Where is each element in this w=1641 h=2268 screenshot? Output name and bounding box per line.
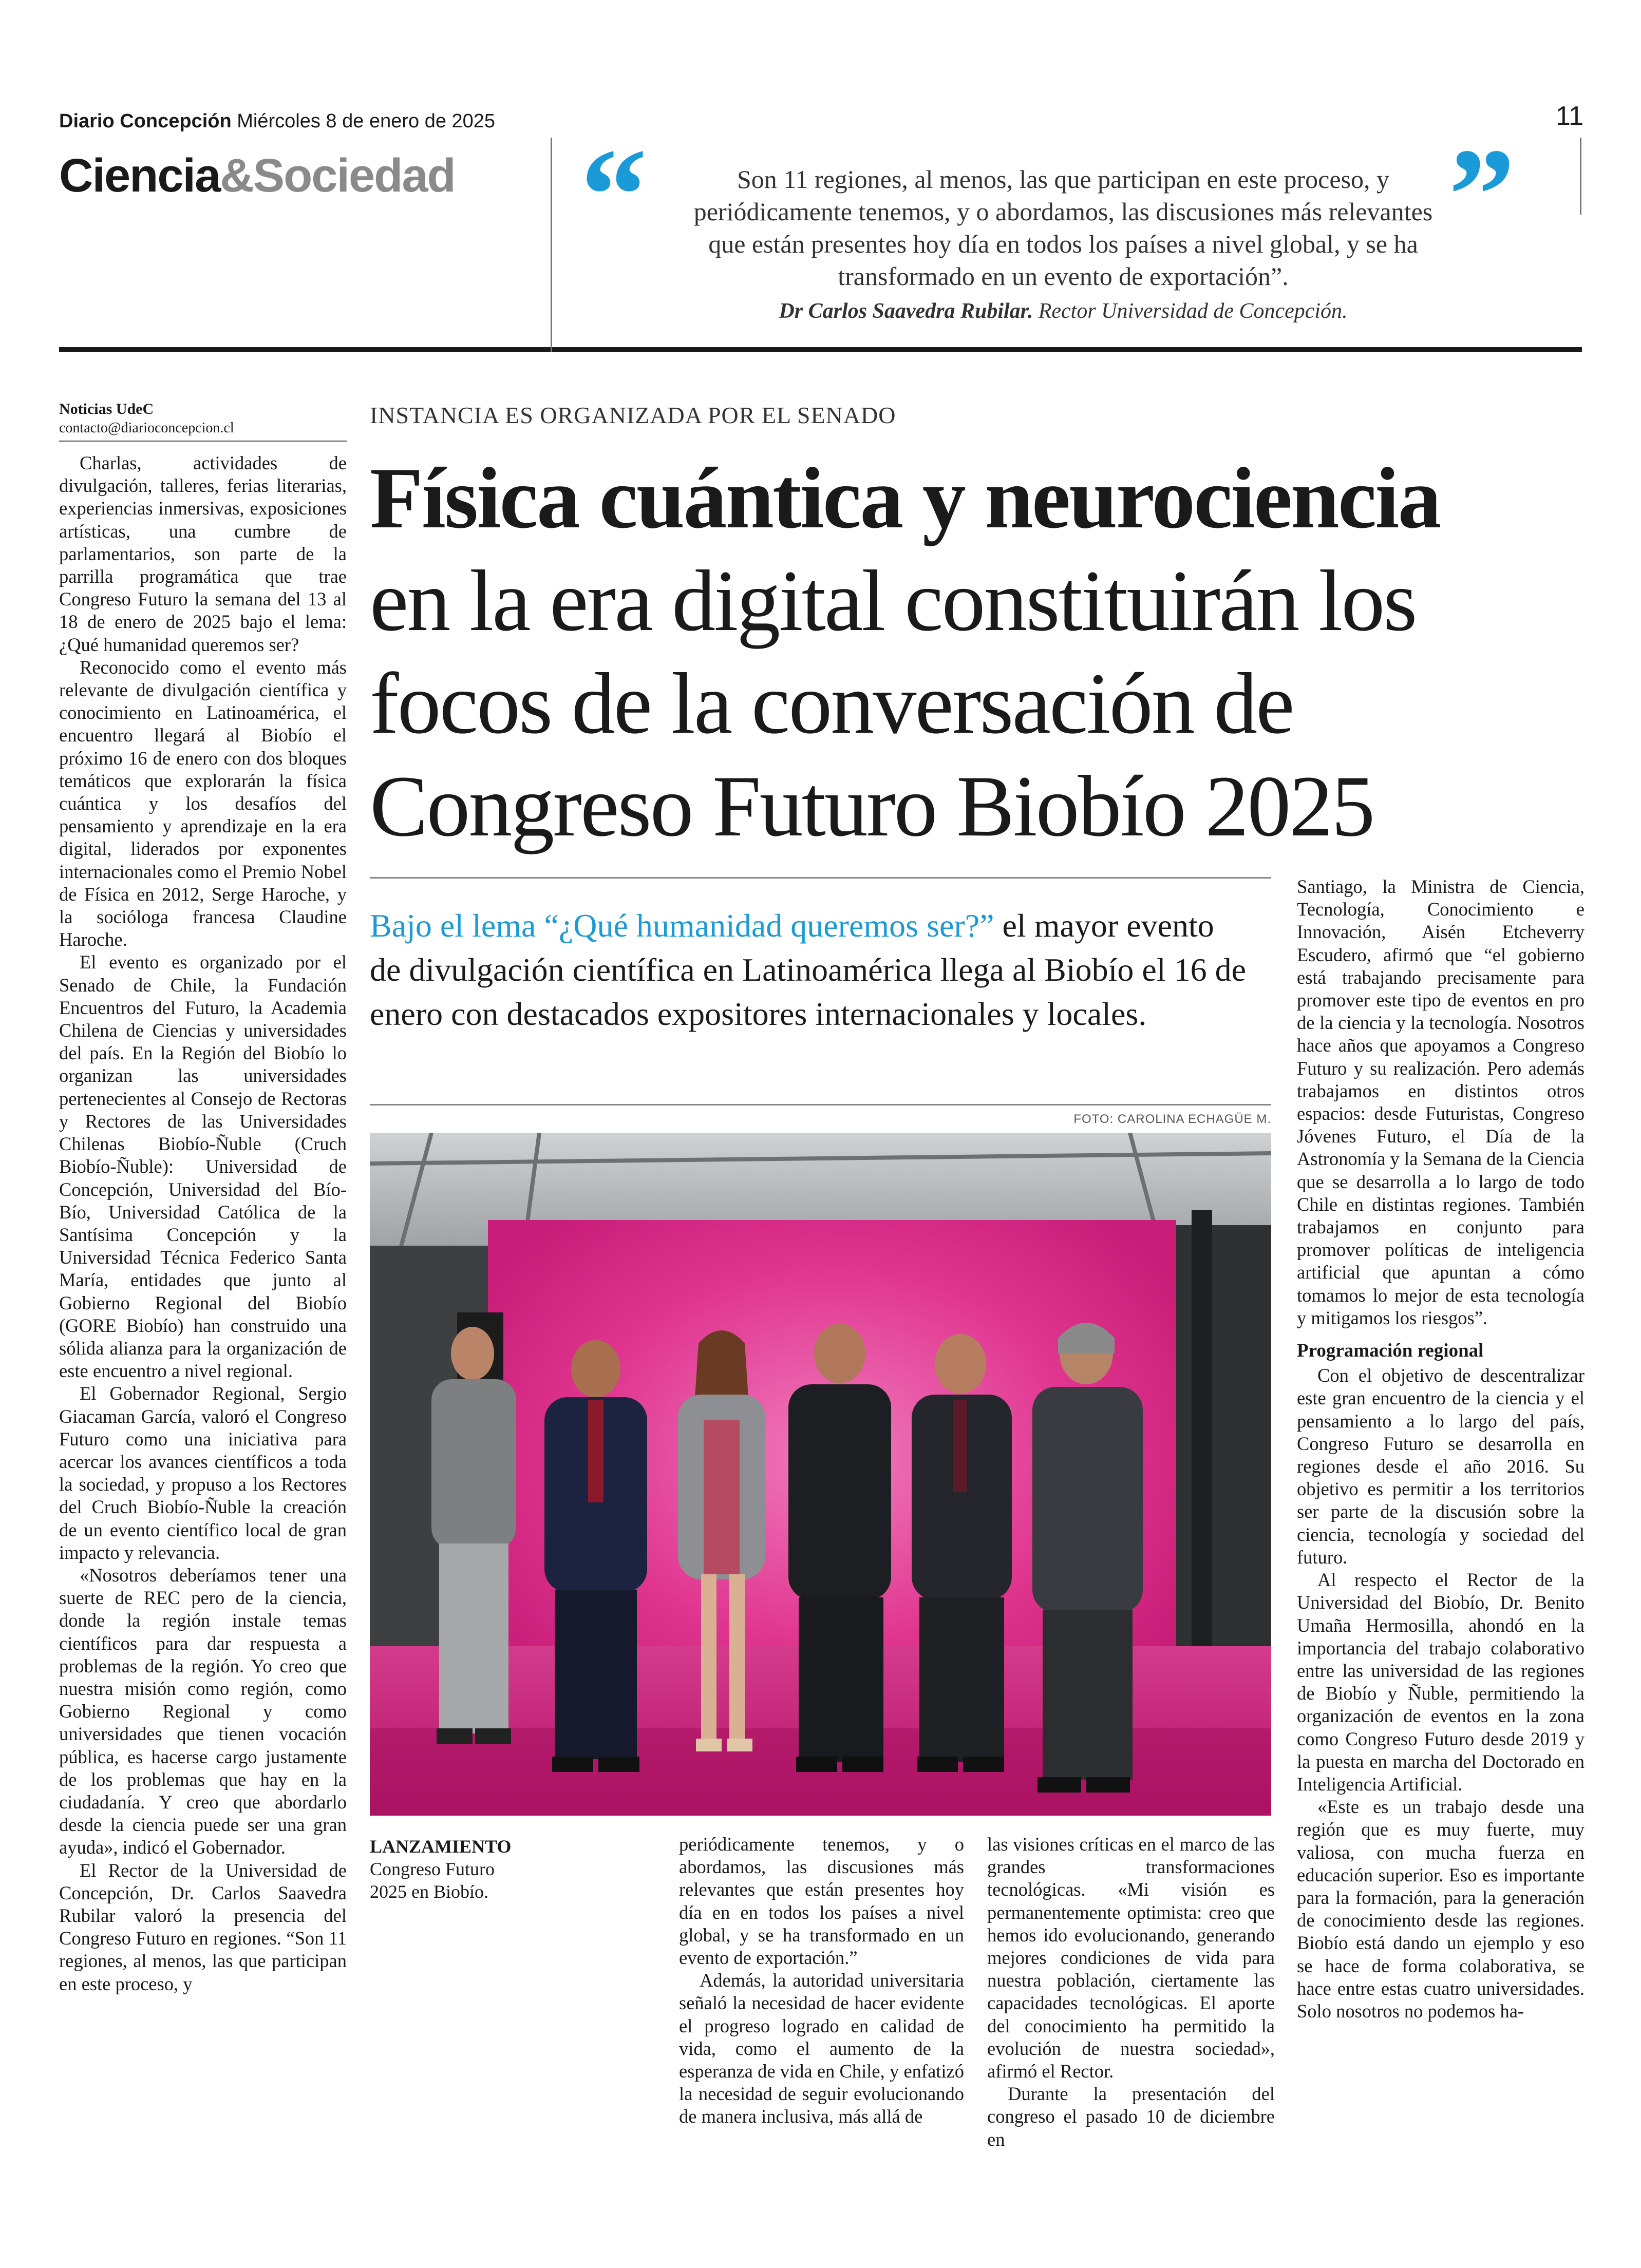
col4-paragraph: Durante la presentación del congreso el pasado 10 de diciembre en — [987, 2083, 1275, 2150]
subhead-programacion-regional: Programación regional — [1297, 1340, 1484, 1362]
photo-credit: FOTO: CAROLINA ECHAGÜE M. — [1073, 1112, 1271, 1126]
photo-caption-title: LANZAMIENTO — [370, 1836, 512, 1857]
byline-email: contacto@diarioconcepcion.cl — [59, 420, 234, 436]
article-column-5 — [1297, 875, 1585, 2023]
article-column-1 — [59, 452, 347, 1995]
photo-credit-rule — [370, 1104, 1271, 1106]
open-quote-icon: “ — [580, 121, 647, 269]
group-photo — [370, 1133, 1271, 1816]
headline-line-3: focos de la conversación de — [370, 655, 1293, 752]
page-number: 11 — [1556, 101, 1583, 131]
header-divider — [551, 138, 552, 352]
paper-name: Diario Concepción — [59, 110, 232, 132]
group-photo-illustration — [370, 1133, 1271, 1816]
pull-quote-author-name: Dr Carlos Saavedra Rubilar. — [779, 299, 1033, 323]
deck — [370, 904, 1253, 1036]
section-title-sociedad: Sociedad — [253, 149, 455, 202]
headline-line-2: en la era digital constituirán los — [370, 552, 1416, 649]
pull-quote-author-role: Rector Universidad de Concepción. — [1038, 299, 1348, 323]
col1-paragraph: Charlas, actividades de divulgación, talleres, ferias literarias, experiencias inmersivas, exposiciones artísticas, una cumbre de parlamentarios, son parte de la parrilla programática que trae Congreso Futuro la semana del 13 al 18 de enero de 2025 bajo el lema: ¿Qué humanidad queremos ser? — [59, 452, 347, 655]
col5-paragraph: Con el objetivo de descentralizar este gran encuentro de la ciencia y el pensamiento a lo largo del país, Congreso Futuro se desarrolla en regiones desde el año 2016. Su objetivo es permitir a los territorios ser parte de la discusión sobre la ciencia, tecnología y sociedad del futuro. — [1297, 1365, 1585, 1568]
header-right-border — [1580, 138, 1581, 215]
photo-caption-body: Congreso Futuro 2025 en Biobío. — [370, 1859, 495, 1902]
deck-rest: el mayor evento de divulgación científica en Latinoamérica llega al Biobío el 16 de enero con destacados expositores internacionales y locales. — [370, 907, 1246, 1032]
deck-lema: Bajo el lema “¿Qué humanidad queremos ser?” — [370, 907, 994, 944]
col1-paragraph: El Gobernador Regional, Sergio Giacaman García, valoró el Congreso Futuro como una iniciativa para acercar los avances científicos a toda la sociedad, y propuso a los Rectores del Cruch Biobío-Ñuble la creación de un evento científico local de gran impacto y relevancia. — [59, 1383, 347, 1563]
headline-rule — [370, 877, 1271, 879]
col5-paragraph: Santiago, la Ministra de Ciencia, Tecnología, Conocimiento e Innovación, Aisén Etcheverry Escudero, afirmó que “el gobierno está trabajando precisamente para promover este tipo de eventos en pro de la ciencia y la tecnología. Nosotros hace años que apoyamos a Congreso Futuro y su realización. Pero además trabajamos en distintos otros espacios: desde Futuristas, Congreso Jóvenes Futuro, el Día de la Astronomía y la Semana de la Ciencia que se desarrolla a lo largo de todo Chile en distintas regiones. También trabajamos en conjunto para promover políticas de inteligencia artificial que apuntan a cómo tomamos lo mejor de esta tecnología y mitigamos los riesgos”. — [1297, 876, 1585, 1328]
section-title-ciencia: Ciencia — [59, 149, 220, 202]
col5-paragraph: Al respecto el Rector de la Universidad del Biobío, Dr. Benito Umaña Hermosilla, ahondó en la importancia del trabajo colaborativo entre las universidad de las regiones de Biobío y Ñuble, permitiendo la organización de eventos en la zona como Congreso Futuro desde 2019 y la puesta en marcha del Doctorado en Inteligencia Artificial. — [1297, 1569, 1585, 1795]
headline-line-4: Congreso Futuro Biobío 2025 — [370, 758, 1374, 854]
byline-rule — [59, 441, 347, 442]
col1-paragraph: El evento es organizado por el Senado de Chile, la Fundación Encuentros del Futuro, la Academia Chilena de Ciencias y universidades del país. En la Región del Biobío lo organizan las universidades pertenecientes al Consejo de Rectoras y Rectores de las Universidades Chilenas Biobío-Ñuble (Cruch Biobío-Ñuble): Universidad de Concepción, Universidad del Bío-Bío, Universidad Católica de la Santísima Concepción y la Universidad Técnica Federico Santa María, entidades que junto al Gobierno Regional del Biobío (GORE Biobío) han construido una sólida alianza para la organización de este encuentro a nivel regional. — [59, 951, 347, 1382]
headline-line-1: Física cuántica y neurociencia — [370, 450, 1440, 546]
col3-paragraph: Además, la autoridad universitaria señaló la necesidad de hacer evidente el progreso logrado en calidad de vida, como el aumento de la esperanza de vida en Chile, y enfatizó la necesidad de seguir evolucionando de manera inclusiva, más allá de — [679, 1970, 964, 2127]
pull-quote-text: Son 11 regiones, al menos, las que participan en este proceso, y periódicamente tenemos, y o abordamos, las discusiones más relevantes que están presentes hoy día en todos los países a nivel global, y se ha transformado en un evento de exportación”. — [693, 165, 1433, 291]
byline-name: Noticias UdeC — [59, 401, 154, 417]
col4-paragraph: las visiones críticas en el marco de las grandes transformaciones tecnológicas. «Mi visión es permanentemente optimista: creo que hemos ido evolucionando, generando mejores condiciones de vida para nuestra población, ciertamente las capacidades tecnológicas. El aporte del conocimiento ha permitido la evolución de nuestra sociedad», afirmó el Rector. — [987, 1834, 1275, 2082]
masthead-line — [59, 110, 495, 132]
article-column-3 — [679, 1833, 964, 2128]
article-column-4 — [987, 1833, 1275, 2151]
col1-paragraph: El Rector de la Universidad de Concepción, Dr. Carlos Saavedra Rubilar valoró la presencia del Congreso Futuro en regiones. “Son 11 regiones, al menos, las que participan en este proceso, y — [59, 1859, 347, 1994]
col3-paragraph: periódicamente tenemos, y o abordamos, las discusiones más relevantes que están presentes hoy día en en todos los países a nivel global, y se ha transformado en un evento de exportación.” — [679, 1834, 964, 1969]
pull-quote-author — [693, 299, 1433, 323]
headline — [370, 447, 1592, 857]
section-title-ampersand: & — [220, 149, 253, 202]
col5-paragraph: «Este es un trabajo desde una región que es muy fuerte, muy valiosa, con mucha fuerza en educación superior. Eso es importante para la formación, para la generación de conocimiento desde las regiones. Biobío está dando un ejemplo y eso se hace de forma colaborativa, se hace entre estas cuatro universidades. Solo nosotros no podemos ha- — [1297, 1796, 1585, 2022]
close-quote-icon: ” — [1448, 121, 1515, 269]
col1-paragraph: Reconocido como el evento más relevante de divulgación científica y conocimiento en Latinoamérica, el encuentro llegará al Biobío el próximo 16 de enero con dos bloques temáticos que explorarán la física cuántica y los desafíos del pensamiento y aprendizaje en la era digital, liderados por exponentes internacionales como el Premio Nobel de Física en 2012, Serge Haroche, y la socióloga francesa Claudine Haroche. — [59, 656, 347, 950]
col1-paragraph: «Nosotros deberíamos tener una suerte de REC pero de la ciencia, donde la región instale temas científicos para dar respuesta a problemas de la región. Yo creo que nuestra misión como región, como Gobierno Regional y como universidades que tienen vocación pública, es hacerse cargo justamente de los problemas que hay en la ciudadanía. Y creo que abordarlo desde la ciencia puede ser una gran ayuda», indicó el Gobernador. — [59, 1564, 347, 1858]
kicker: INSTANCIA ES ORGANIZADA POR EL SENADO — [370, 402, 896, 428]
issue-date: Miércoles 8 de enero de 2025 — [237, 110, 496, 132]
section-title — [59, 149, 455, 203]
